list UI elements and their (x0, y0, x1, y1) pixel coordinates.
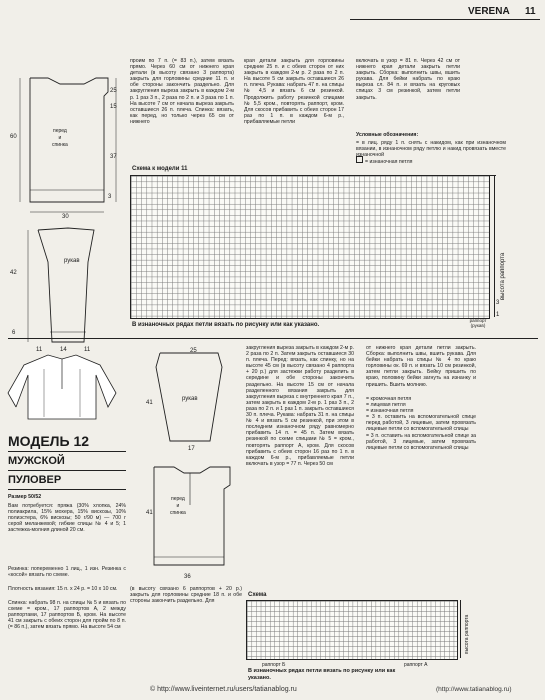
dim12-17: 17 (188, 446, 195, 452)
dim12-25: 25 (190, 348, 197, 354)
model12-rule-1 (8, 451, 126, 452)
sweater-illustration (4, 345, 122, 425)
symbol2-purl: = изнаночная петля (366, 408, 414, 415)
chart11-num-1: 1 (496, 312, 500, 318)
model12-size: Размер 50/52 (8, 494, 42, 500)
purl-box-icon (356, 156, 363, 163)
model12-back: Спинка: набрать 98 п. на спицы № 5 и вязать по схеме = кром., 17 раппортов А, 2 между раппортами, 17 раппортов Б, кром. На высоте 41 см закрыть с обеих сторон для пройм по 8 п. (= 86 п.), затем вязать прямо. На высоте 54 см (8, 600, 126, 631)
chart11-rapport-label: высота раппорта (500, 252, 506, 300)
dim-30: 30 (62, 214, 69, 220)
symbol-2-text: = изнаночная петля (365, 159, 413, 165)
dim-25: 25 (110, 88, 117, 94)
chart11-grid (130, 175, 490, 319)
magazine-name: VERENA (468, 6, 510, 17)
model12-subtitle-1: МУЖСКОЙ (8, 455, 65, 467)
symbol-1-text: = в лиц. ряду 1 п. снять с накидом, как при изнаночном вязании, в изнаночном ряду петлю и накид провязать вместе изнаночной (356, 140, 506, 159)
symbol2-knit: = лицевая петля (366, 402, 406, 409)
header-rule (350, 19, 540, 20)
section-divider (8, 338, 538, 339)
model12-rule-3 (8, 489, 126, 490)
text-col-b2: от нижнего края детали петли закрыть. Сборка: выполнить швы, вшить рукава. Для бейки набрать на спицы № 4 по краю горловины ок. 69 п. и вязать 10 см резинкой, затем петли закрыть. Бейку пришить по краю, половину бейки загнуть на изнанку и пришить. Вшить молнию. (366, 345, 476, 388)
dim-37: 37 (110, 154, 117, 160)
text-col-2: края детали закрыть для горловины средние 25 п. и с обеих сторон от них закрыть в каждом 2-м р. 2 раза по 2 п. На высоте 5 см закрыть оставшиеся 26 п. плеча. Рукава: набрать 47 п. на спицы № 4,5 и вязать 6 см резинкой. Продолжить работу резинкой спицами № 5,5 кром., повторять раппорт, кром. Для скосов прибавить с обеих сторон 17 раз по 1 п. в каждом 6-м р., прибавляемые петли (244, 58, 344, 125)
dim12-41a: 41 (146, 400, 153, 406)
dim-14: 14 (60, 347, 67, 353)
chart12-rapport-label: высота раппорта (464, 614, 470, 654)
model12-rule-2 (8, 470, 126, 471)
front-back12-label: перед и спинка (170, 496, 186, 516)
watermark-right: (http://www.tatianablog.ru) (436, 686, 512, 693)
chart12-note: В изнаночных рядах петли вязать по рисунку или как указано. (248, 668, 396, 681)
chart12-rapport-line (460, 600, 461, 658)
dim-11a: 11 (36, 347, 43, 353)
symbols-title: Условные обозначения: (356, 132, 419, 138)
chart11-note: В изнаночных рядах петли вязать по рисунку или как указано. (132, 322, 320, 328)
dim12-36: 36 (184, 574, 191, 580)
model11-schematic (8, 70, 126, 350)
sleeve-label: рукав (64, 258, 80, 264)
symbol2-cable-back: = 3 п. оставить на вспомогательной спице за работой, 3 лицевые, затем провязать лицевые петли со вспомогательной спицы (366, 432, 476, 451)
sleeve12-label: рукав (182, 396, 198, 402)
dim-15: 15 (110, 104, 117, 110)
chart11-title: Схема к модели 11 (132, 166, 188, 172)
chart12-rapport-b: раппорт Б (262, 662, 286, 668)
model12-title: МОДЕЛЬ 12 (8, 433, 90, 449)
model12-schematic (140, 345, 240, 577)
dim-sleeve-6: 6 (12, 330, 16, 336)
text-under-schematic: (в высоту связано 6 раппортов + 20 р.) закрыть для горловины средние 18 п. и обе стороны закончить раздельно. Для (130, 586, 242, 605)
chart12-grid (246, 600, 458, 660)
chart11-rapport-line (494, 175, 495, 317)
dim12-41b: 41 (146, 510, 153, 516)
chart11-num-3: 3 (496, 300, 500, 306)
dim-3: 3 (108, 194, 112, 200)
front-back-label: перед и спинка (52, 128, 68, 148)
model12-rubber: Резинка: попеременно 1 лиц., 1 изн. Резинка с «косой» вязать по схеме. (8, 566, 126, 579)
dim-42: 42 (10, 270, 17, 276)
model12-subtitle-2: ПУЛОВЕР (8, 474, 62, 486)
chart12-title: Схема (248, 592, 267, 598)
dim-11b: 11 (84, 347, 91, 353)
chart11-rapport-bottom: раппорт (рукав) (469, 318, 487, 328)
symbol-2 (356, 156, 506, 165)
watermark-left: © http://www.liveinternet.ru/users/tatianablog.ru (150, 686, 297, 693)
dim-60: 60 (10, 134, 17, 140)
symbol2-cable-front: = 3 п. оставить на вспомогательной спице перед работой, 3 лицевые, затем провязать лицевые петли со вспомогательной спицы (366, 414, 476, 433)
chart12-rapport-a: раппорт А (404, 662, 428, 668)
symbols2-list (366, 396, 476, 451)
page-number: 11 (525, 6, 536, 17)
model12-needs: Вам потребуется: пряжа (30% хлопка, 24% полиакрила, 15% мохера, 15% вискозы, 10% полиэстера, 6% вискозы; 50 г/90 м) — 700 г серой меланжевой; гибкие спицы № 4 и 5; 1 застежка-молния длиной 20 см. (8, 503, 126, 534)
symbol2-edge: = кромочная петля (366, 396, 412, 402)
text-col-1: проим по 7 п. (= 83 п.), затем вязать прямо. Через 60 см от нижнего края детали (в высоту связано 3 раппорта) закрыть для горловины средние 11 п. и обе стороны закончить раздельно. Для закругления выреза закрыть в каждом 2-м р. 1 раз 3 п., 2 раза по 2 п. и 3 раза по 1 п. На высоте 7 см от начала выреза закрыть оставшиеся 26 п. плеча. Спинка: вязать, как перед, но только через 65 см от нижнего (130, 58, 234, 125)
text-col-b1: закругления выреза закрыть в каждом 2-м р. 2 раза по 2 п. Затем закрыть оставшиеся 30 п. плеча. Перед: вязать, как спинку, но на высоте 45 см (в высоту связано 4 раппорта + 20 р.) для застежки работу разделить в середине и обе стороны закончить раздельно. На высоте 15 см от начала разделенного вязания закрыть для закругления выреза с внутреннего края 7 п., затем закрыть в каждом 2-м р. 1 раз 3 п., 2 раза по 2 п. и 1 раз 1 п. закрыть оставшиеся 30 п. плеча. Рукава: набрать 31 п. на спицы № 4 и вязать 5 см резинкой, при этом в последнем изнаночном ряду равномерно прибавить 14 п. = 45 п. Затем вязать резинкой по схеме спицами № 5 = кром., повторять раппорт А, кром. Для скосов прибавить с обеих сторон 16 раз по 1 п. в каждом 6-м р., прибавляемые петли включать в узор = 77 п. Через 50 см (246, 345, 354, 467)
text-col-3: включать в узор = 81 п. Через 42 см от нижнего края детали закрыть петли закрыть. Сборка: выполнить швы, вшить рукава. Для бейки набрать по краю выреза сл. 84 п. и вязать на круговых спицах 3 см резинкой, затем петли закрыть. (356, 58, 460, 101)
model12-density: Плотность вязания: 15 п. x 24 р. = 10 x 10 см. (8, 586, 118, 592)
